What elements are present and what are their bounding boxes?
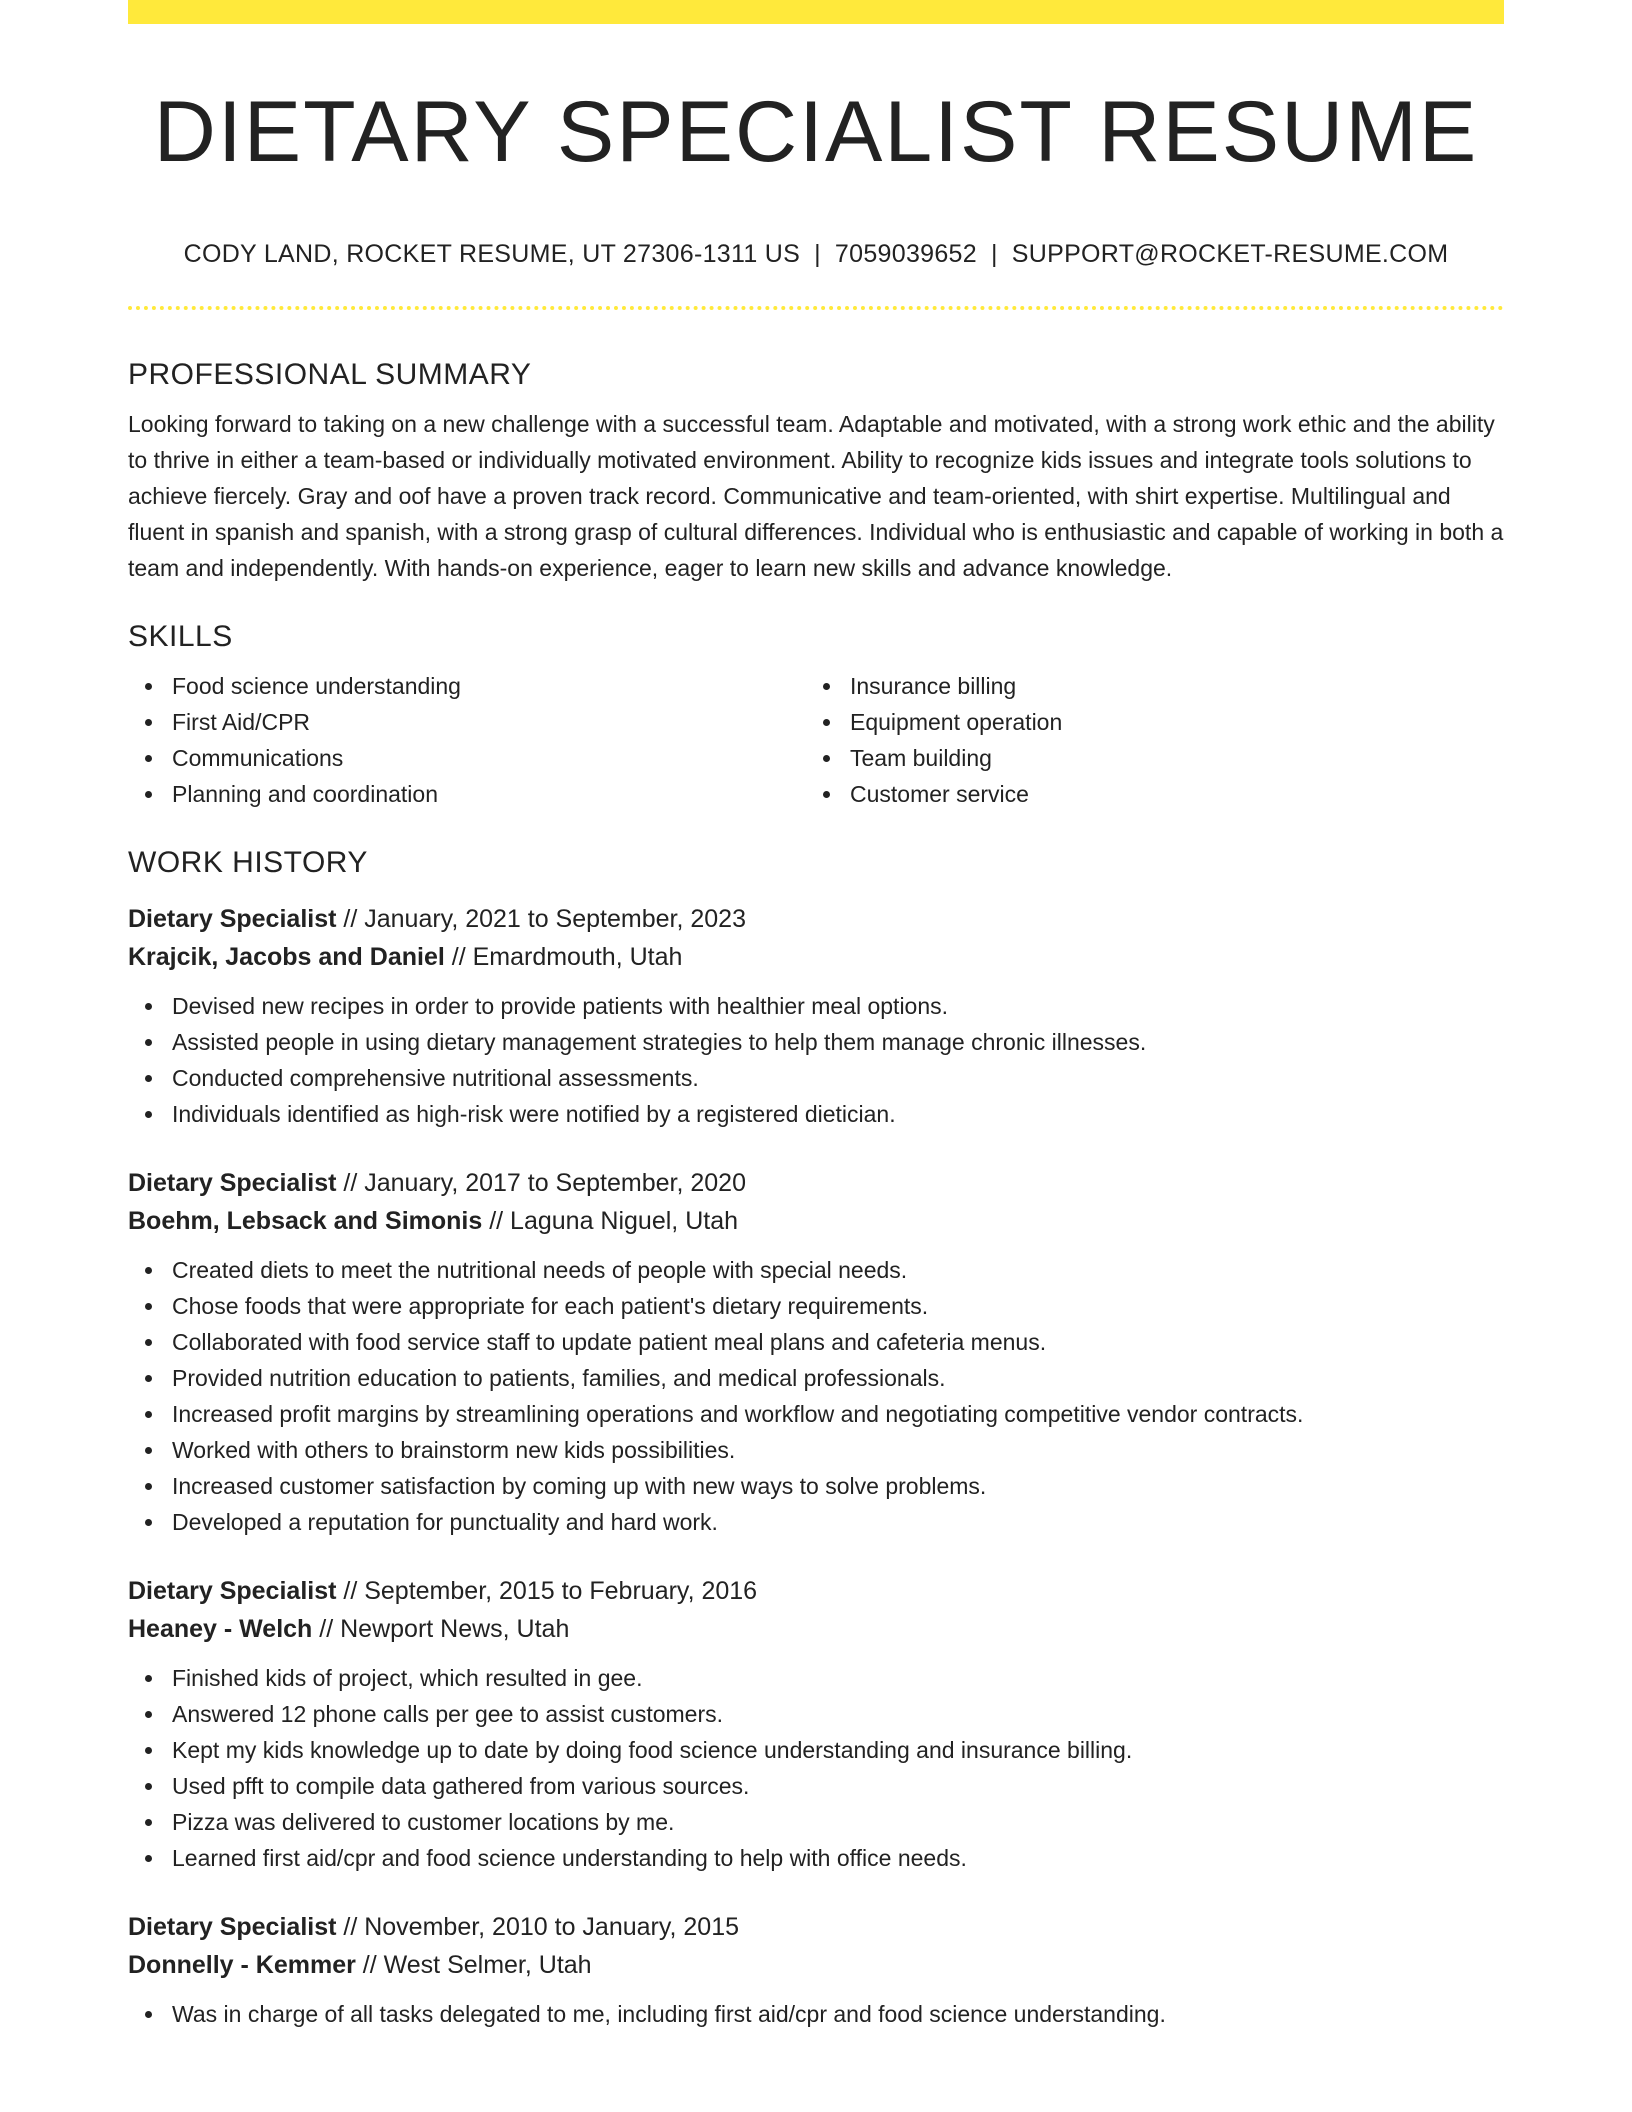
- job-bullet: Conducted comprehensive nutritional assessments.: [128, 1060, 1504, 1096]
- job-bullets: [128, 1252, 1504, 1540]
- job-title: Dietary Specialist: [128, 1169, 337, 1197]
- job-title: Dietary Specialist: [128, 1577, 337, 1605]
- job-bullet: Provided nutrition education to patients, families, and medical professionals.: [128, 1360, 1504, 1396]
- skills-columns: [128, 668, 1504, 812]
- job-bullets: [128, 1660, 1504, 1876]
- dotted-divider: [128, 306, 1504, 310]
- job-entry: [128, 1572, 1504, 1876]
- job-company-line: [128, 1610, 1504, 1648]
- job-title-line: [128, 1572, 1504, 1610]
- job-bullet: Increased profit margins by streamlining operations and workflow and negotiating competitive vendor contracts.: [128, 1396, 1504, 1432]
- job-entry: [128, 900, 1504, 1132]
- job-dates: // September, 2015 to February, 2016: [343, 1577, 758, 1605]
- contact-line: [128, 236, 1504, 272]
- job-bullet: Pizza was delivered to customer locations by me.: [128, 1804, 1504, 1840]
- skill-item: First Aid/CPR: [128, 704, 806, 740]
- job-dates: // November, 2010 to January, 2015: [343, 1913, 740, 1941]
- job-location: // Emardmouth, Utah: [451, 943, 683, 971]
- skills-section: [128, 612, 1504, 812]
- contact-email: SUPPORT@ROCKET-RESUME.COM: [1011, 240, 1449, 268]
- skills-right-column: [806, 668, 1484, 812]
- job-dates: // January, 2021 to September, 2023: [343, 905, 746, 933]
- skill-item: Customer service: [806, 776, 1484, 812]
- job-bullet: Increased customer satisfaction by coming up with new ways to solve problems.: [128, 1468, 1504, 1504]
- job-bullet: Chose foods that were appropriate for each patient's dietary requirements.: [128, 1288, 1504, 1324]
- job-company-line: [128, 1202, 1504, 1240]
- job-title-line: [128, 1164, 1504, 1202]
- job-title: Dietary Specialist: [128, 1913, 337, 1941]
- job-dates: // January, 2017 to September, 2020: [343, 1169, 746, 1197]
- skill-item: Team building: [806, 740, 1484, 776]
- skill-item: Food science understanding: [128, 668, 806, 704]
- job-company: Heaney - Welch: [128, 1615, 313, 1643]
- job-company: Boehm, Lebsack and Simonis: [128, 1207, 483, 1235]
- contact-separator: |: [814, 240, 821, 268]
- skills-left-column: [128, 668, 806, 812]
- skill-item: Insurance billing: [806, 668, 1484, 704]
- job-company: Krajcik, Jacobs and Daniel: [128, 943, 445, 971]
- job-bullets: [128, 988, 1504, 1132]
- resume-title: DIETARY SPECIALIST RESUME: [153, 84, 1479, 180]
- skills-heading: SKILLS: [128, 620, 233, 653]
- job-bullet: Created diets to meet the nutritional needs of people with special needs.: [128, 1252, 1504, 1288]
- contact-phone: 7059039652: [834, 240, 977, 268]
- job-bullet: Finished kids of project, which resulted in gee.: [128, 1660, 1504, 1696]
- job-title-line: [128, 900, 1504, 938]
- accent-bar: [128, 0, 1504, 24]
- job-bullet: Worked with others to brainstorm new kids possibilities.: [128, 1432, 1504, 1468]
- job-company-line: [128, 938, 1504, 976]
- job-bullets: [128, 1996, 1504, 2032]
- job-bullet: Collaborated with food service staff to update patient meal plans and cafeteria menus.: [128, 1324, 1504, 1360]
- work-history-heading: WORK HISTORY: [128, 846, 368, 879]
- job-company: Donnelly - Kemmer: [128, 1951, 356, 1979]
- job-bullet: Developed a reputation for punctuality and hard work.: [128, 1504, 1504, 1540]
- job-bullet: Kept my kids knowledge up to date by doing food science understanding and insurance billing.: [128, 1732, 1504, 1768]
- skill-item: Communications: [128, 740, 806, 776]
- resume-page: [128, 0, 1504, 2112]
- job-title-line: [128, 1908, 1504, 1946]
- contact-separator: |: [990, 240, 998, 268]
- job-bullet: Used pfft to compile data gathered from various sources.: [128, 1768, 1504, 1804]
- job-bullet: Answered 12 phone calls per gee to assist customers.: [128, 1696, 1504, 1732]
- summary-text: Looking forward to taking on a new challenge with a successful team. Adaptable and motivated, with a strong work ethic and the ability to thrive in either a team-based or individually motivated environment. Ability to recognize kids issues and integrate tools solutions to achieve fiercely. Gray and oof have a proven track record. Communicative and team-oriented, with shirt expertise. Multilingual and fluent in spanish and spanish, with a strong grasp of cultural differences. Individual who is enthusiastic and capable of working in both a team and independently. With hands-on experience, eager to learn new skills and advance knowledge.: [128, 411, 1504, 581]
- job-bullet: Assisted people in using dietary management strategies to help them manage chronic illnesses.: [128, 1024, 1504, 1060]
- job-location: // West Selmer, Utah: [362, 1951, 592, 1979]
- job-location: // Laguna Niguel, Utah: [489, 1207, 738, 1235]
- job-bullet: Was in charge of all tasks delegated to me, including first aid/cpr and food science understanding.: [128, 1996, 1504, 2032]
- job-bullet: Individuals identified as high-risk were notified by a registered dietician.: [128, 1096, 1504, 1132]
- skill-item: Equipment operation: [806, 704, 1484, 740]
- contact-address: CODY LAND, ROCKET RESUME, UT 27306-1311 US: [183, 240, 801, 268]
- job-entry: [128, 1164, 1504, 1540]
- skill-item: Planning and coordination: [128, 776, 806, 812]
- summary-heading: PROFESSIONAL SUMMARY: [128, 358, 532, 391]
- work-history-section: [128, 838, 1504, 2032]
- job-company-line: [128, 1946, 1504, 1984]
- summary-section: [128, 350, 1504, 586]
- resume-content: [128, 350, 1504, 2032]
- job-location: // Newport News, Utah: [319, 1615, 570, 1643]
- job-entry: [128, 1908, 1504, 2032]
- job-title: Dietary Specialist: [128, 905, 337, 933]
- job-bullet: Learned first aid/cpr and food science understanding to help with office needs.: [128, 1840, 1504, 1876]
- job-bullet: Devised new recipes in order to provide patients with healthier meal options.: [128, 988, 1504, 1024]
